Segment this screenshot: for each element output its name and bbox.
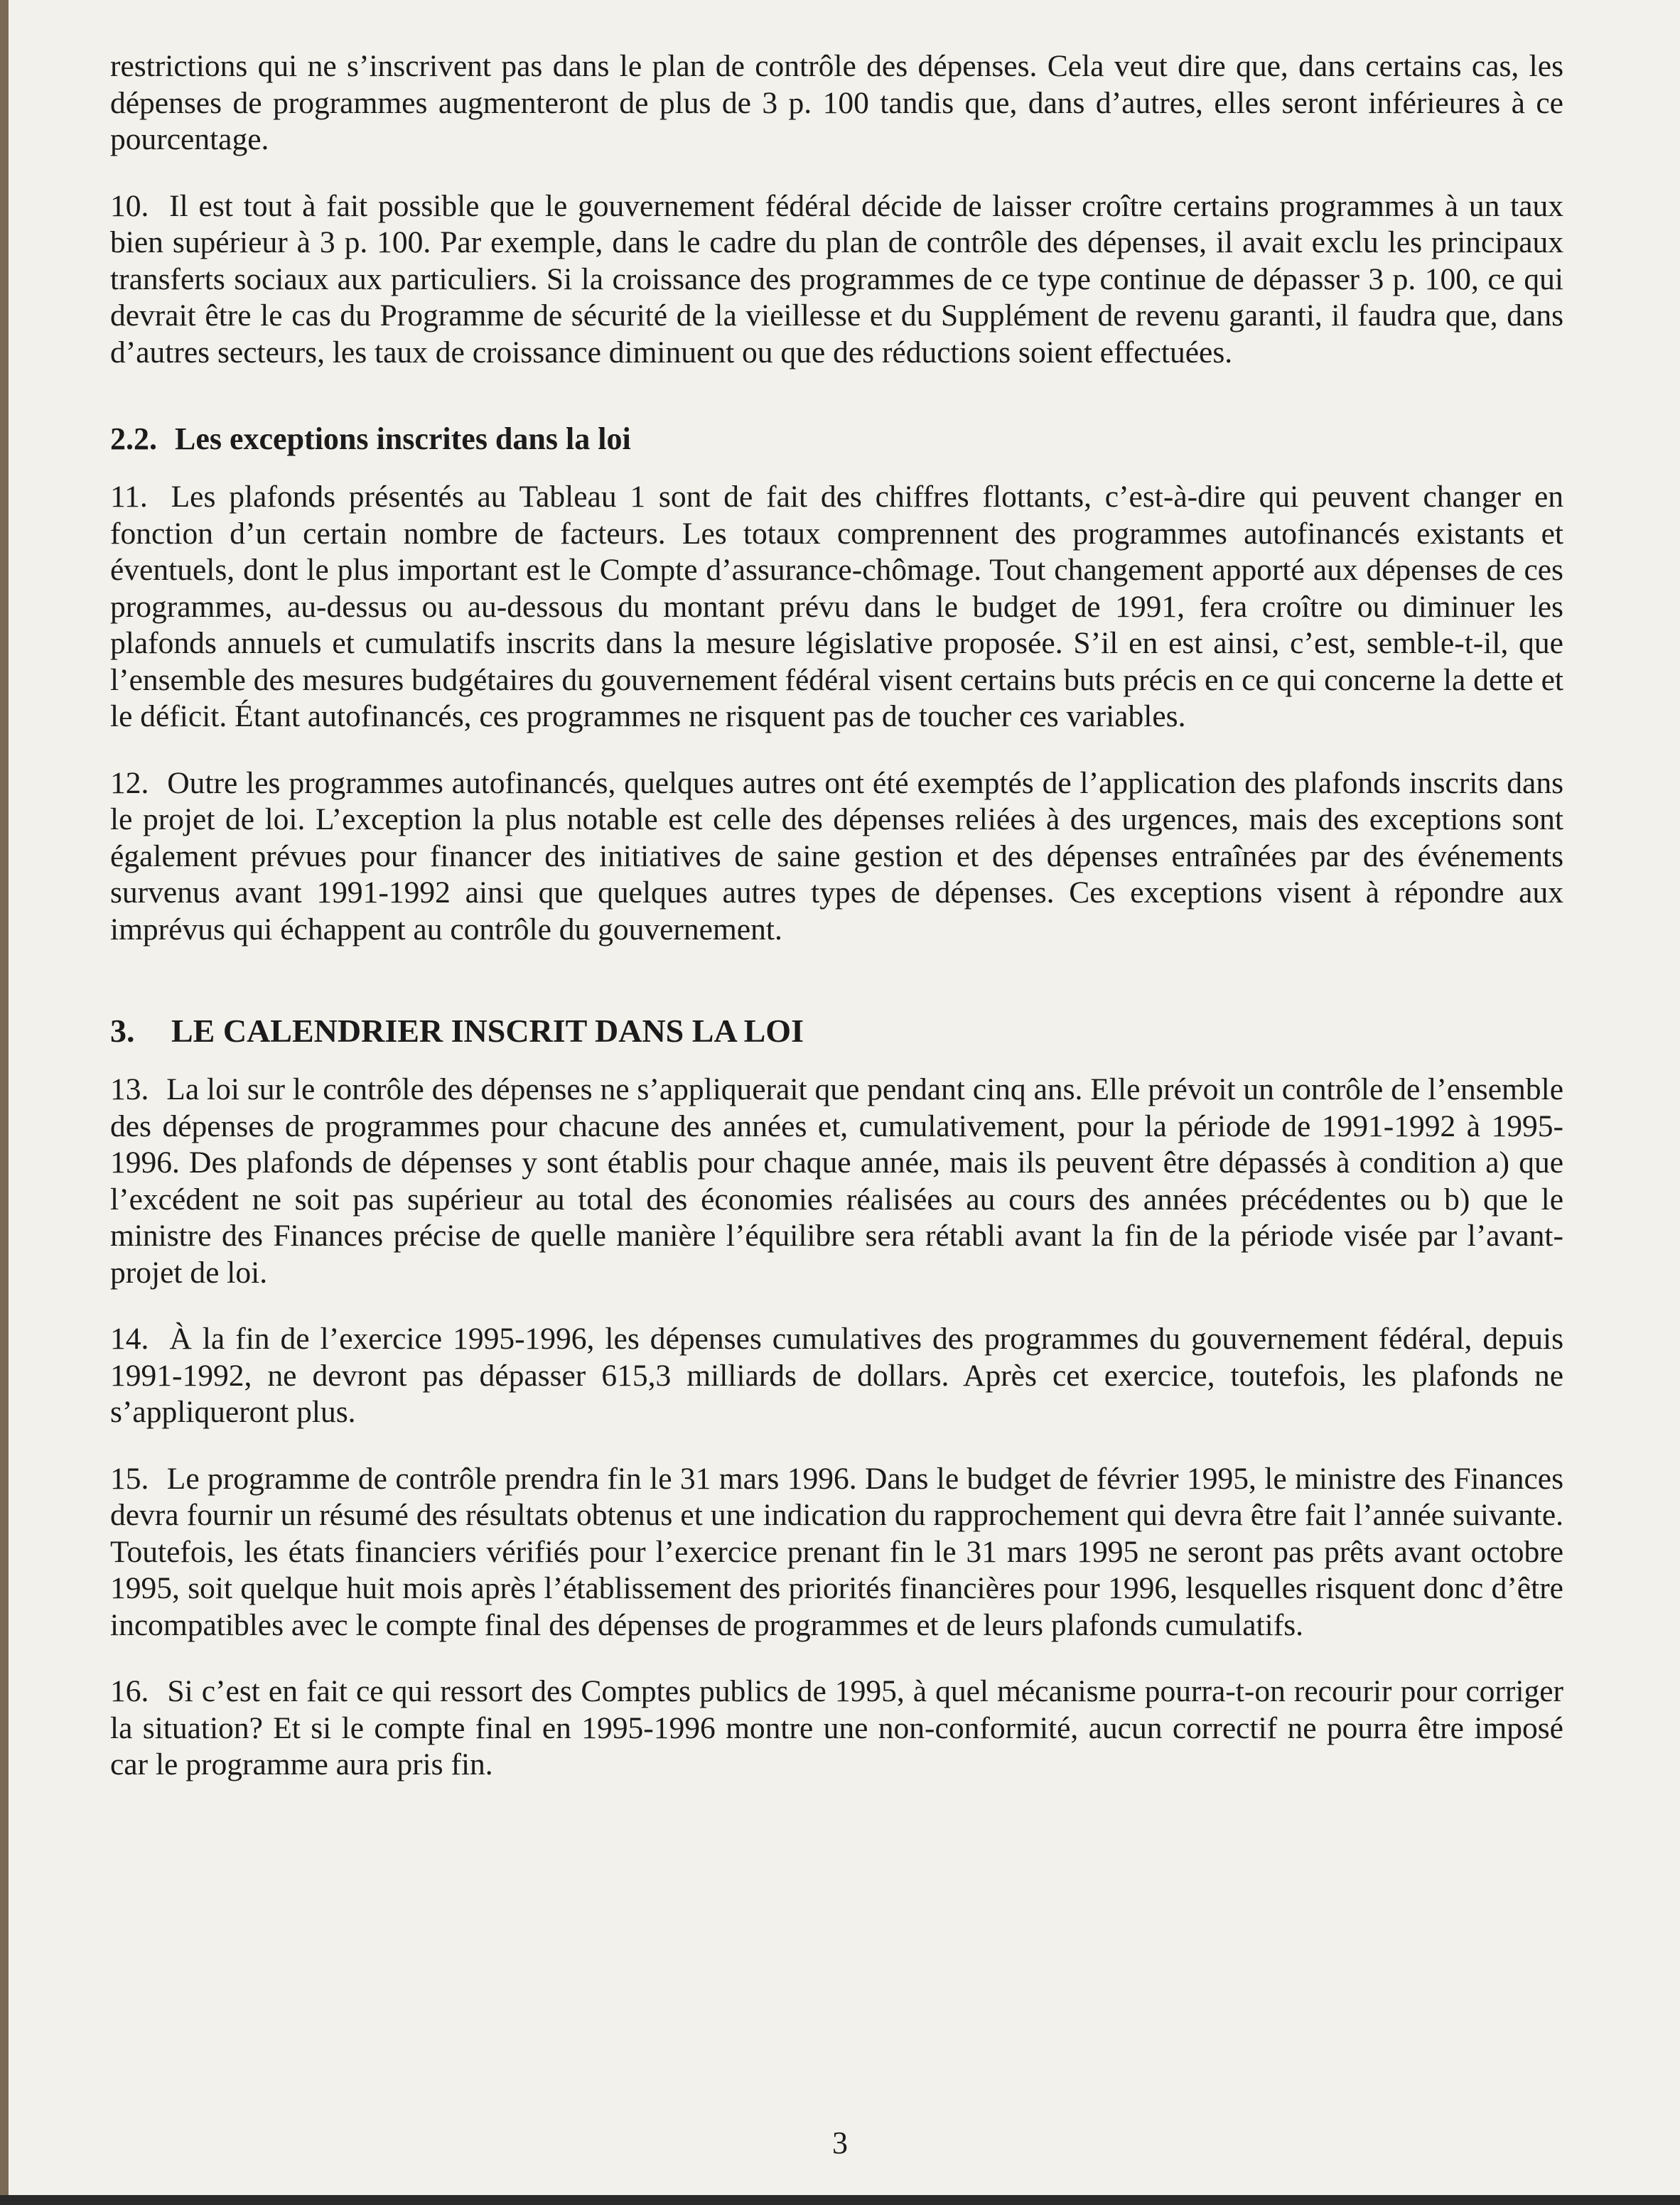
paragraph-13: [110, 1072, 1563, 1291]
paragraph-text: Le programme de contrôle prendra fin le 31 mars 1996. Dans le budget de février 1995, le ministre des Finances devra fournir un résumé des résultats obtenus et une indication du rapprochement qui devra être fait l’année suivante. Toutefois, les états financiers vérifiés pour l’exercice prenant fin le 31 mars 1995 ne seront pas prêts avant octobre 1995, soit quelque huit mois après l’établissement des priorités financières pour 1996, lesquelles risquent donc d’être incompatibles avec le compte final des dépenses de programmes et de leurs plafonds cumulatifs.: [110, 1461, 1563, 1642]
section-number: 3.: [110, 1013, 135, 1049]
page-number: 3: [832, 2125, 848, 2160]
paragraph-text: La loi sur le contrôle des dépenses ne s’appliquerait que pendant cinq ans. Elle prévoit un contrôle de l’ensemble des dépenses de programmes pour chacune des années et, cumulativement, pour la période de 1991-1992 à 1995-1996. Des plafonds de dépenses y sont établis pour chaque année, mais ils peuvent être dépassés à condition a) que l’excédent ne soit pas supérieur au total des économies réalisées au cours des années précédentes ou b) que le ministre des Finances précise de quelle manière l’équilibre sera rétabli avant la fin de la période visée par l’avant-projet de loi.: [110, 1072, 1563, 1290]
paragraph-16: [110, 1673, 1563, 1784]
paragraph-text: Si c’est en fait ce qui ressort des Comptes publics de 1995, à quel mécanisme pourra-t-on recourir pour corriger la situation? Et si le compte final en 1995-1996 montre une non-conformité, aucun correctif ne pourra être imposé car le programme aura pris fin.: [110, 1674, 1563, 1781]
paragraph-text: À la fin de l’exercice 1995-1996, les dépenses cumulatives des programmes du gouvernement fédéral, depuis 1991-1992, ne devront pas dépasser 615,3 milliards de dollars. Après cet exercice, toutefois, les plafonds ne s’appliqueront plus.: [110, 1322, 1563, 1429]
paragraph-number: 13.: [110, 1072, 149, 1106]
paragraph-number: 12.: [110, 765, 149, 800]
paragraph-12: [110, 765, 1563, 949]
paragraph-14: [110, 1321, 1563, 1431]
paragraph-number: 10.: [110, 188, 149, 223]
section-title: Les exceptions inscrites dans la loi: [175, 421, 631, 456]
paragraph-number: 16.: [110, 1674, 149, 1708]
paragraph-11: [110, 479, 1563, 735]
paragraph-number: 15.: [110, 1461, 149, 1496]
paragraph-text: Il est tout à fait possible que le gouvernement fédéral décide de laisser croître certains programmes à un taux bien supérieur à 3 p. 100. Par exemple, dans le cadre du plan de contrôle des dépenses, il avait exclu les principaux transferts sociaux aux particuliers. Si la croissance des programmes de ce type continue de dépasser 3 p. 100, ce qui devrait être le cas du Programme de sécurité de la vieillesse et du Supplément de revenu garanti, il faudra que, dans d’autres secteurs, les taux de croissance diminuent ou que des réductions soient effectuées.: [110, 188, 1563, 370]
paragraph-text: restrictions qui ne s’inscrivent pas dans le plan de contrôle des dépenses. Cela veut dire que, dans certains cas, les dépenses de programmes augmenteront de plus de 3 p. 100 tandis que, dans d’autres, elles seront inférieures à ce pourcentage.: [110, 49, 1563, 156]
section-heading-2-2: [110, 421, 1563, 458]
paragraph-15: [110, 1461, 1563, 1644]
section-title: LE CALENDRIER INSCRIT DANS LA LOI: [171, 1013, 804, 1049]
paragraph-10: [110, 188, 1563, 372]
paragraph-number: 11.: [110, 480, 148, 514]
section-heading-3: [110, 1012, 1563, 1050]
book-spine-edge: [0, 0, 9, 2205]
paragraph-number: 14.: [110, 1322, 149, 1356]
section-number: 2.2.: [110, 421, 157, 456]
page-bottom-edge: [0, 2195, 1680, 2205]
page-body: [110, 48, 1563, 1813]
paragraph-text: Outre les programmes autofinancés, quelques autres ont été exemptés de l’application des plafonds inscrits dans le projet de loi. L’exception la plus notable est celle des dépenses reliées à des urgences, mais des exceptions sont également prévues pour financer des initiatives de saine gestion et des dépenses entraînées par des événements survenus avant 1991-1992 ainsi que quelques autres types de dépenses. Ces exceptions visent à répondre aux imprévus qui échappent au contrôle du gouvernement.: [110, 765, 1564, 947]
paragraph-text: Les plafonds présentés au Tableau 1 sont de fait des chiffres flottants, c’est-à-dire qui peuvent changer en fonction d’un certain nombre de facteurs. Les totaux comprennent des programmes autofinancés existants et éventuels, dont le plus important est le Compte d’assurance-chômage. Tout changement apporté aux dépenses de ces programmes, au-dessus ou au-dessous du montant prévu dans le budget de 1991, fera croître ou diminuer les plafonds annuels et cumulatifs inscrits dans la mesure législative proposée. S’il en est ainsi, c’est, semble-t-il, que l’ensemble des mesures budgétaires du gouvernement fédéral visent certains buts précis en ce qui concerne la dette et le déficit. Étant autofinancés, ces programmes ne risquent pas de toucher ces variables.: [110, 480, 1563, 733]
paragraph-continuation: [110, 48, 1563, 158]
